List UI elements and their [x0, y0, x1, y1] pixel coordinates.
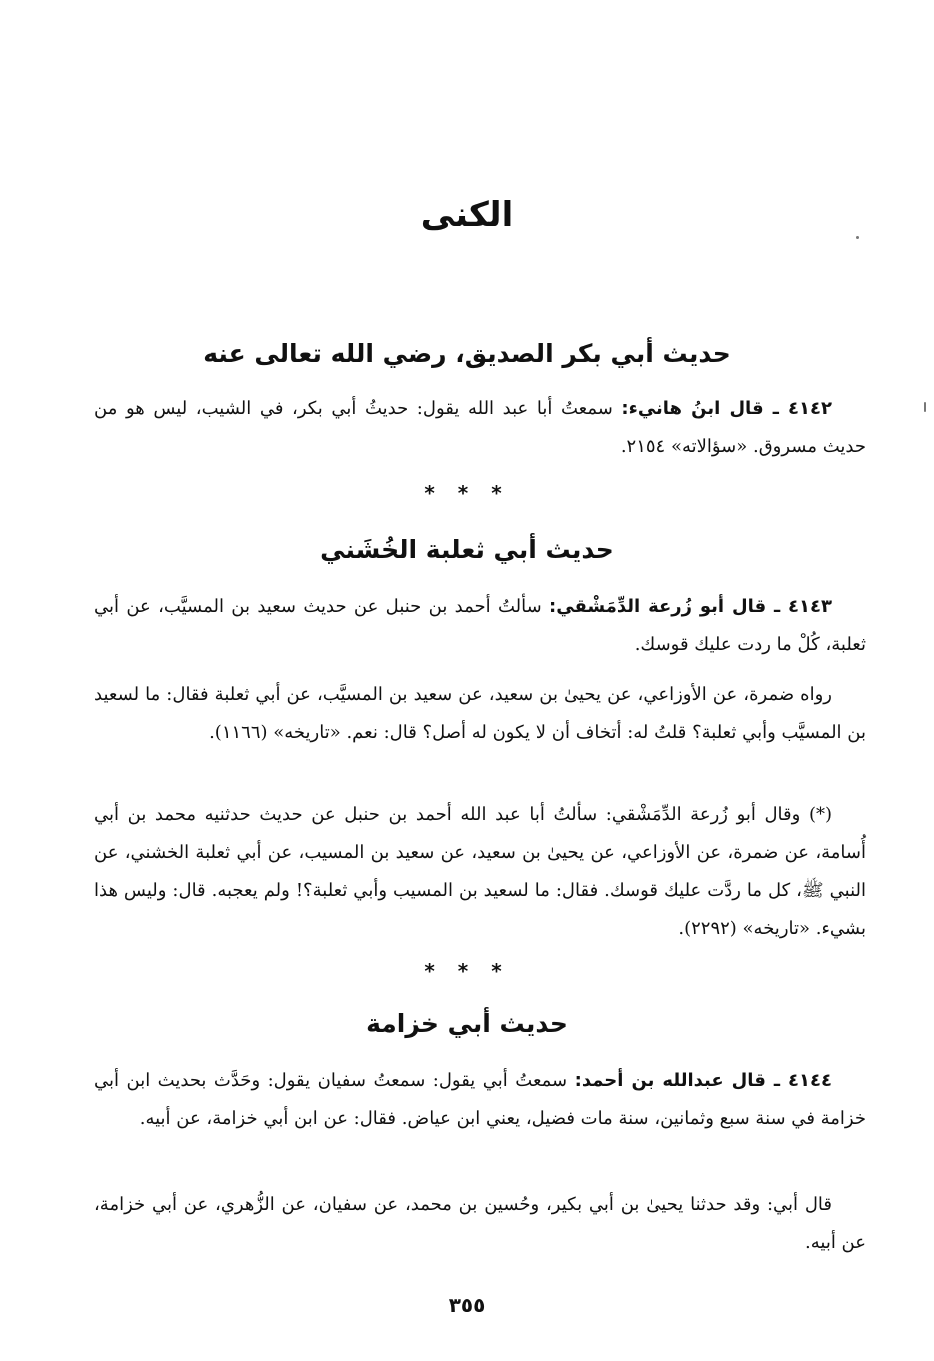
scan-speck — [924, 402, 926, 412]
paragraph-lead: ٤١٤٣ ـ قال أبو زُرعة الدِّمَشْقي: — [549, 596, 832, 617]
paragraph-abu-zura-note — [94, 796, 866, 948]
section-separator: * * * — [424, 959, 510, 983]
paragraph-4143 — [94, 588, 866, 664]
paragraph-text: سمعتُ أبي يقول: سمعتُ سفيان يقول: وحَدَّث بحديث ابن أبي خزامة في سنة سبع وثمانين، سنة مات فضيل، يعني ابن عياض. فقال: عن ابن أبي خزامة، عن أبيه. — [94, 1070, 866, 1129]
section-heading-abu-khuzama: حديث أبي خزامة — [366, 1009, 568, 1038]
paragraph-text: (*) وقال أبو زُرعة الدِّمَشْقي: سألتُ أبا عبد الله أحمد بن حنبل عن حديث حدثنيه محمد بن أبي أُسامة، عن ضمرة، عن الأوزاعي، عن يحيىٰ بن سعيد، عن سعيد بن المسيب، عن أبي ثعلبة الخشني، عن النبي ﷺ، كل ما ردَّت عليك قوسك. فقال: ما لسعيد بن المسيب وأبي ثعلبة؟! ولم يعجبه. قال: وليس هذا بشيء. «تاريخه» (٢٢٩٢). — [94, 804, 866, 939]
section-separator: * * * — [424, 481, 510, 505]
section-heading-abu-bakr: حديث أبي بكر الصديق، رضي الله تعالى عنه — [203, 339, 731, 368]
paragraph-text: سألتُ أحمد بن حنبل عن حديث سعيد بن المسيَّب، عن أبي ثعلبة، كُلْ ما ردت عليك قوسك. — [94, 596, 866, 655]
paragraph-abi-narration — [94, 1186, 866, 1262]
paragraph-4142 — [94, 390, 866, 466]
paragraph-text: رواه ضمرة، عن الأوزاعي، عن يحيىٰ بن سعيد، عن سعيد بن المسيَّب، عن أبي ثعلبة فقال: ما لسعيد بن المسيَّب وأبي ثعلبة؟ قلتُ له: أتخاف أن لا يكون له أصل؟ قال: نعم. «تاريخه» (١١٦٦). — [94, 684, 866, 743]
paragraph-4144 — [94, 1062, 866, 1138]
paragraph-lead: ٤١٤٤ ـ قال عبدالله بن أحمد: — [574, 1070, 832, 1091]
paragraph-lead: ٤١٤٢ ـ قال ابنُ هانيء: — [621, 398, 832, 419]
paragraph-damra-narration — [94, 676, 866, 752]
section-heading-abu-thalaba: حديث أبي ثعلبة الخُشَني — [320, 535, 614, 564]
scan-speck — [856, 236, 859, 239]
page-number: ٣٥٥ — [448, 1293, 486, 1317]
paragraph-text: قال أبي: وقد حدثنا يحيىٰ بن أبي بكير، وحُسين بن محمد، عن سفيان، عن الزُّهري، عن أبي خزامة، عن أبيه. — [94, 1194, 866, 1253]
paragraph-text: سمعتُ أبا عبد الله يقول: حديثُ أبي بكر، في الشيب، ليس هو من حديث مسروق. «سؤالاته» ٢١٥٤. — [94, 398, 866, 457]
page-title: الكنى — [420, 195, 514, 235]
